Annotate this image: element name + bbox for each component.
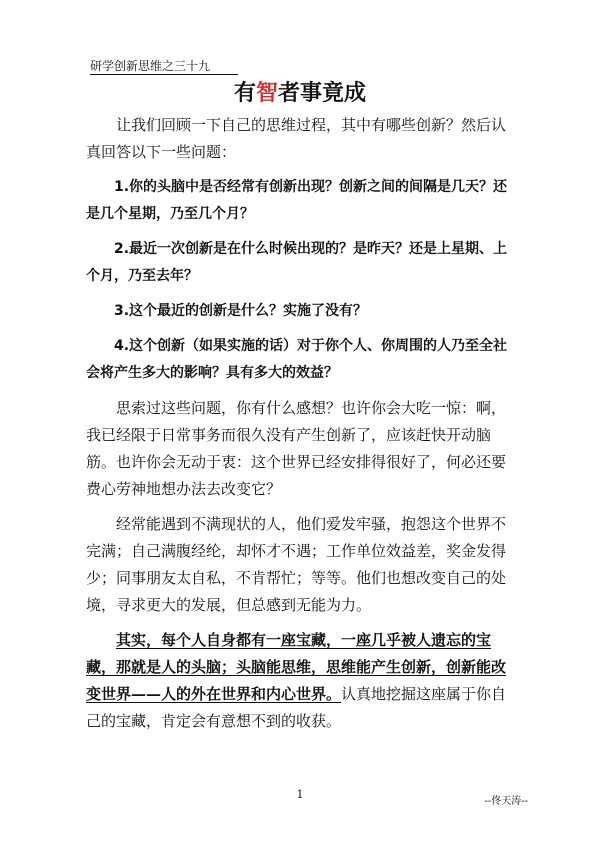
closing-text: 认真地挖掘这座属于你自己的宝藏，肯定会有意想不到的收获。 — [86, 685, 507, 730]
closing-emphasis: 其实，每个人自身都有一座宝藏，一座几乎被人遗忘的宝藏，那就是人的头脑；头脑能思维，思维能产生创新，创新能改变世界——人的外在世界和内心世界。 — [86, 631, 507, 703]
page-title — [0, 76, 600, 107]
title-part-1: 有 — [233, 81, 256, 106]
question-3: 3.这个最近的创新是什么？实施了没有？ — [114, 303, 368, 319]
question-4: 4.这个创新（如果实施的话）对于你个人、你周围的人乃至全社会将产生多大的影响？具有多大的效益？ — [86, 338, 508, 381]
title-accent-char: 智 — [255, 81, 278, 106]
reflection-paragraph: 思索过这些问题，你有什么感想？也许你会大吃一惊：啊，我已经限于日常事务而很久没有产生创新了，应该赶快开动脑筋。也许你会无动于衷：这个世界已经安排得很好了，何必还要费心劳神地想办法去改变它？ — [86, 399, 507, 498]
author-signature: --佟天涛-- — [484, 796, 528, 807]
question-1: 1.你的头脑中是否经常有创新出现？创新之间的间隔是几天？还是几个星期，乃至几个月？ — [86, 179, 508, 222]
intro-paragraph: 让我们回顾一下自己的思维过程，其中有哪些创新？然后认真回答以下一些问题： — [86, 116, 507, 161]
page-number: 1 — [296, 788, 304, 801]
series-header: 研学创新思维之三十九 — [90, 58, 238, 75]
question-2: 2.最近一次创新是在什么时候出现的？是昨天？还是上星期、上个月，乃至去年？ — [86, 241, 508, 284]
article-body — [86, 112, 516, 743]
closing-paragraph — [86, 627, 516, 735]
complaint-paragraph: 经常能遇到不满现状的人，他们爱发牢骚，抱怨这个世界不完满；自己满腹经纶，却怀才不遇；工作单位效益差，奖金发得少；同事朋友太自私，不肯帮忙；等等。他们也想改变自己的处境，寻求更大的发展，但总感到无能为力。 — [86, 515, 507, 614]
title-part-2: 者事竟成 — [278, 81, 367, 106]
